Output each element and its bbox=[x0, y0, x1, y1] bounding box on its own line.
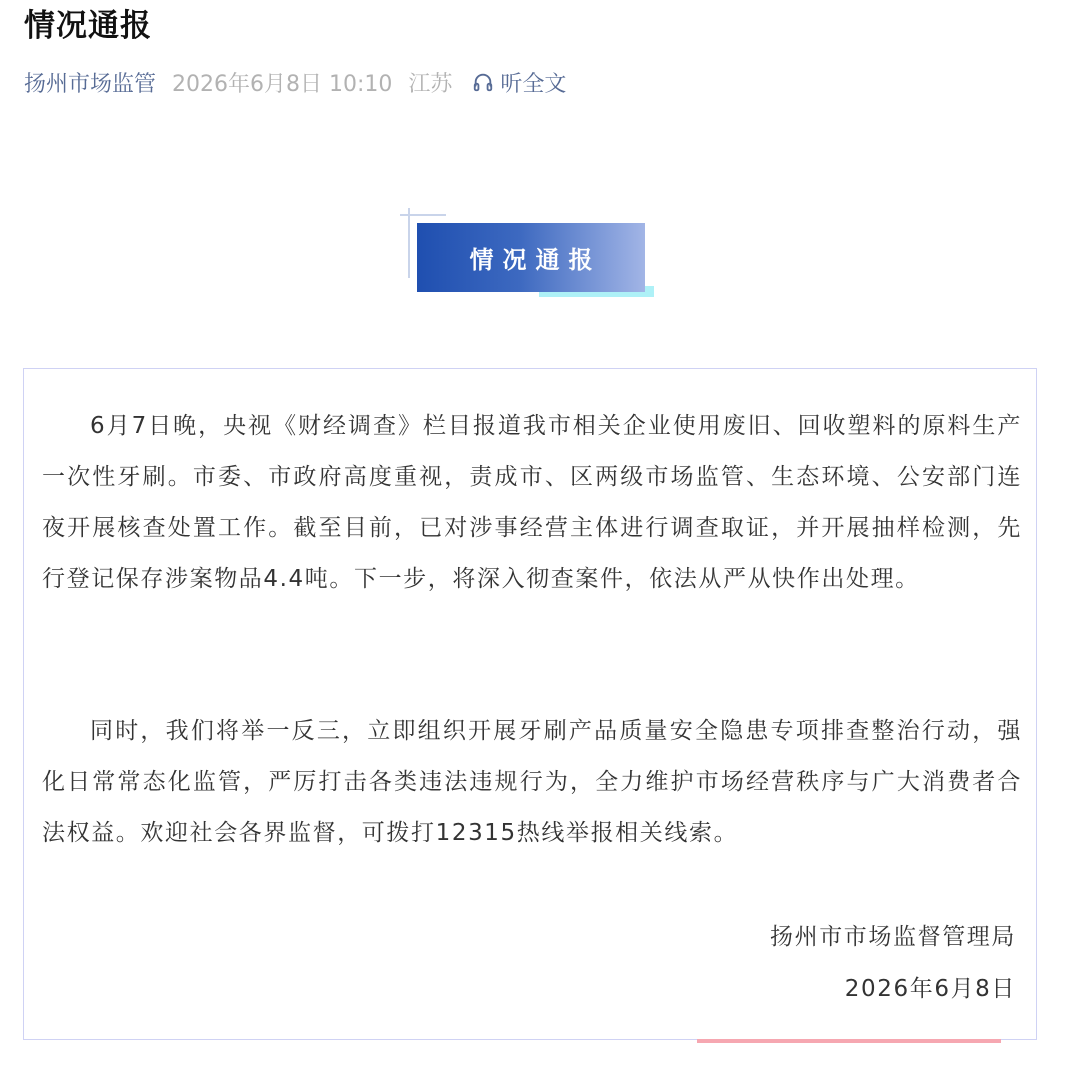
notice-content-box bbox=[23, 368, 1037, 1040]
banner-decoration-line bbox=[408, 208, 410, 278]
accent-bar bbox=[697, 1039, 1001, 1043]
article-title: 情况通报 bbox=[24, 8, 152, 44]
banner-title: 情况通报 bbox=[469, 246, 602, 274]
publish-time: 2026年6月8日 10:10 bbox=[172, 71, 393, 97]
banner-box bbox=[417, 223, 645, 292]
listen-label: 听全文 bbox=[500, 71, 567, 97]
body-paragraph: 6月7日晚，央视《财经调查》栏目报道我市相关企业使用废旧、回收塑料的原料生产一次性牙刷。市委、市政府高度重视，责成市、区两级市场监管、生态环境、公安部门连夜开展核查处置工作。截至目前，已对涉事经营主体进行调查取证，并开展抽样检测，先行登记保存涉案物品4.4吨。下一步，将深入彻查案件，依法从严从快作出处理。 bbox=[42, 413, 1022, 592]
banner-decoration-line bbox=[400, 214, 446, 216]
body-paragraph: 同时，我们将举一反三，立即组织开展牙刷产品质量安全隐患专项排查整治行动，强化日常常态化监管，严厉打击各类违法违规行为，全力维护市场经营秩序与广大消费者合法权益。欢迎社会各界监督，可拨打12315热线举报相关线索。 bbox=[42, 718, 1022, 846]
signature-date: 2026年6月8日 bbox=[844, 976, 1016, 1002]
headphones-icon bbox=[472, 71, 494, 93]
article-meta bbox=[24, 66, 566, 98]
account-name-link[interactable]: 扬州市场监管 bbox=[24, 71, 157, 97]
section-banner bbox=[400, 208, 660, 303]
signature-organization: 扬州市市场监督管理局 bbox=[770, 924, 1016, 950]
publish-location: 江苏 bbox=[408, 71, 453, 97]
listen-full-text-button[interactable] bbox=[472, 67, 566, 98]
